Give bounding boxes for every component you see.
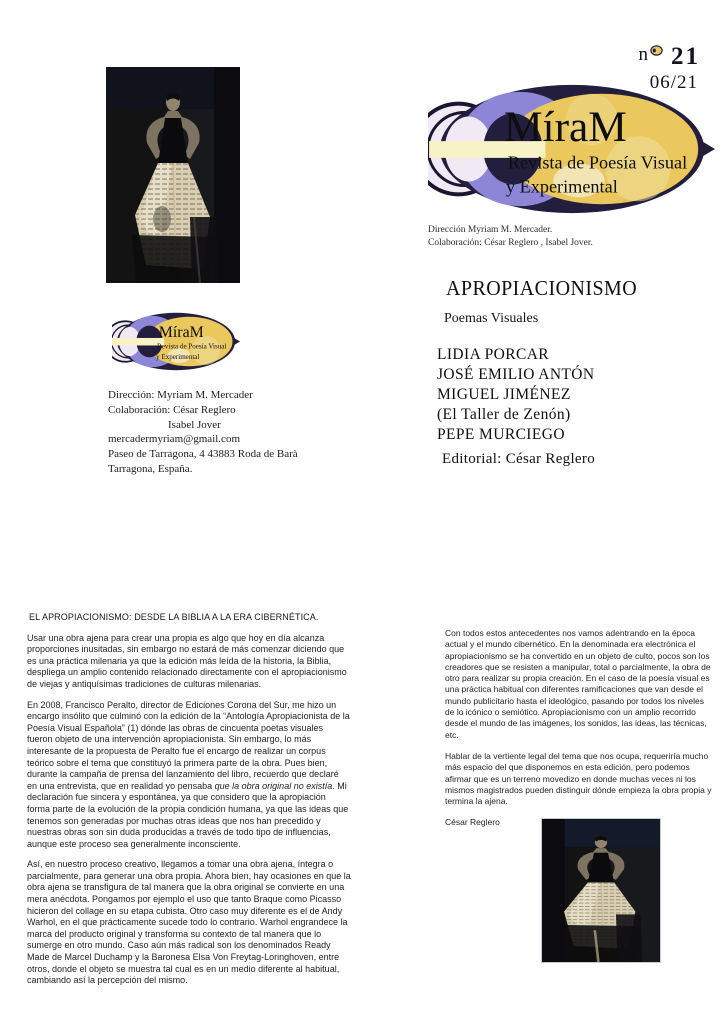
masthead-credits	[428, 224, 593, 250]
logo-subtitle-2: y Experimental	[505, 176, 618, 197]
paragraph-text: . Mi declaración fue sincera y espontánea, ya que considero que la apropiación forma parte de la evolución de la propia condición humana, ya que las ideas que tenemos son generadas por muchas otras ideas que nos han precedido y nuestras obras son sin duda producidas a través de todo tipo de influencias, aunque este proceso sea generalmente inconsciente.	[27, 780, 349, 849]
logo-title: MíraM	[503, 103, 627, 152]
paragraph-text: En 2008, Francisco Peralto, director de Ediciones Corona del Sur, me hizo un encargo insólito que culminó con la edición de la “Antología Apropiacionista de la Poesía Visual Española” (1) dónde las obras de cincuenta poetas visuales fueron objeto de una intervención apropiacionista. Sin embargo, lo más interesante de la propuesta de Peralto fue el encargo de realizar un corpus teórico sobre el tema que constituyó la primera parte de la obra. Pues bien, durante la campaña de prensa del lanzamiento del libro, recuerdo que declaré en una entrevista, que en realidad yo pensaba	[27, 699, 350, 791]
miram-logo-image	[428, 80, 716, 218]
artwork-collage-image	[106, 67, 240, 283]
logo-subtitle-1: Revista de Poesía Visual	[157, 342, 227, 351]
author-name: (El Taller de Zenón)	[437, 406, 571, 423]
logo-subtitle-1: Revista de Poesía Visual	[507, 152, 688, 173]
contact-address-2: Tarragona, España.	[108, 462, 193, 475]
artwork-collage-bottom-right	[541, 818, 661, 963]
logo-subtitle-2: y Experimental	[156, 353, 200, 362]
article-paragraph: Hablar de la vertiente legal del tema que nos ocupa, requeriría mucho más espacio del que disponemos en esta edición, pero podemos afirmar que es un terreno movedizo en donde muchas veces ni los mismos magistrados pueden distinguir dónde empieza la obra propia y termina la ajena.	[445, 750, 712, 807]
contact-direccion: Dirección: Myriam M. Mercader	[108, 389, 253, 401]
article-paragraph: Usar una obra ajena para crear una propia es algo que hoy en día alcanza proporciones inusitadas, sin embargo no estará de más comenzar diciendo que es una práctica milenaria ya que la edición más leída de la historia, la Biblia, despliega un amplio contenido relacionado directamente con el apropiacionismo de viejas y antiquísimas tradiciones de culturas milenarias.	[27, 632, 347, 689]
artwork-collage-top-left	[106, 67, 240, 283]
artwork-collage-image	[542, 819, 660, 962]
author-name: JOSÉ EMILIO ANTÓN	[437, 366, 595, 383]
article-left-column	[27, 612, 351, 996]
masthead-line-1: Dirección Myriam M. Mercader.	[428, 225, 553, 235]
article-heading: EL APROPIACIONISMO: DESDE LA BIBLIA A LA ERA CIBERNÉTICA.	[29, 612, 319, 622]
article-right-column	[445, 628, 713, 839]
feature-subtitle: Poemas Visuales	[444, 311, 539, 326]
author-name: PEPE MURCIEGO	[437, 426, 565, 443]
masthead-line-2: Colaboración: César Reglero , Isabel Jover.	[428, 238, 593, 248]
miram-eye-icon	[650, 45, 663, 56]
issue-date: 06/21	[649, 72, 698, 93]
contact-block	[108, 388, 298, 477]
contact-colaboracion: Colaboración: César Reglero	[108, 403, 236, 416]
contact-address-1: Paseo de Tarragona, 4 43883 Roda de Barà	[108, 448, 298, 461]
article-paragraph	[27, 700, 351, 851]
article-signature: César Reglero	[445, 817, 500, 828]
author-name: MIGUEL JIMÉNEZ	[437, 386, 571, 403]
article-paragraph: Así, en nuestro proceso creativo, llegamos a tomar una obra ajena, íntegra o parcialmente, para generar una obra propia. Ahora bien, hay ocasiones en que la obra ajena se transfigura de tal manera que la obra original se convierte en una mera anécdota. Pongamos por ejemplo el uso que tanto Braque como Picasso hicieron del collage en su etapa cubista. Otro caso muy diferente es el de Andy Warhol, en el que prácticamente sucede todo lo contrario. Warhol engrandece la marca del producto original y transforma su contexto de tal manera que lo sumerge en otro mundo. Caso aún más radical son los denominados Ready Made de Marcel Duchamp y la Baronesa Elsa Von Freytag-Loringhoven, entre otros, donde el objeto se muestra tal cual es en un medio diferente al habitual, cambiando así la percepción del mismo.	[27, 859, 351, 986]
logo-title: MíraM	[158, 324, 204, 342]
issue-number: 21	[671, 43, 700, 70]
contact-email: mercadermyriam@gmail.com	[108, 433, 240, 446]
paragraph-italic-phrase: que la obra original no existía	[214, 780, 333, 791]
feature-author-list	[437, 345, 595, 445]
feature-editorial: Editorial: César Reglero	[442, 451, 595, 467]
feature-title: APROPIACIONISMO	[446, 276, 638, 300]
miram-logo-large	[428, 80, 716, 223]
miram-logo-image-small	[112, 310, 240, 373]
article-paragraph: Con todos estos antecedentes nos vamos adentrando en la época actual y el mundo cibernético. En la denominada era electrónica el apropiacionismo se ha convertido en un objeto de culto, pocos son los creadores que se resisten a manipular, total o parcialmente, la obra de otro para realizar su propia creación. En el caso de la poesía visual es una práctica habitual con diferentes ramificaciones que van desde el mundo publicitario hasta el ideológico, pasando por todos los niveles de lo icónico o semiótico. Apropiacionismo con un amplio recorrido desde el mundo de las imágenes, los sonidos, las ideas, las técnicas, etc.	[445, 628, 711, 740]
contact-colaboradora: Isabel Jover	[168, 418, 221, 431]
miram-logo-small	[112, 310, 240, 378]
author-name: LIDIA PORCAR	[437, 346, 550, 363]
issue-n-label: n	[638, 44, 648, 65]
